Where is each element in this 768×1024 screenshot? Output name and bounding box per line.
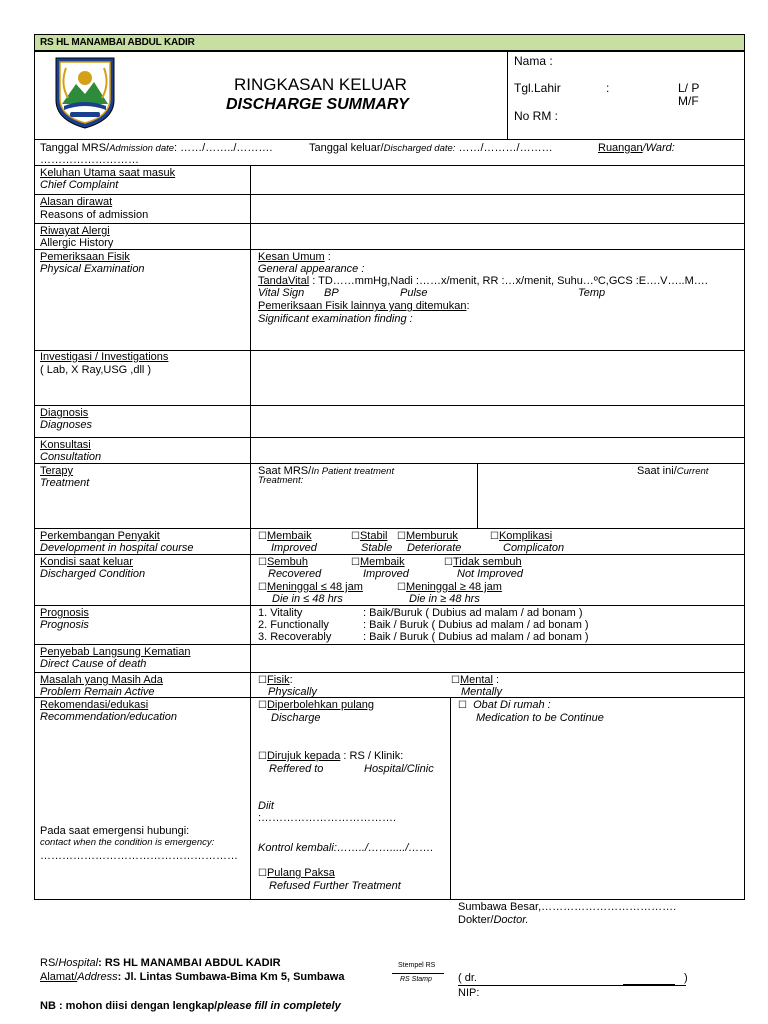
not-improved-label-en: Not Improved <box>457 568 524 580</box>
emergency-contact-label: Pada saat emergensi hubungi: <box>40 825 190 837</box>
condition-label-en: Discharged Condition <box>40 568 146 580</box>
signature-place-date[interactable]: Sumbawa Besar,………………………………. <box>458 901 677 913</box>
diagnosis-label: Diagnosis <box>40 407 89 419</box>
prognosis-recovery-key: 3. Recoverably <box>258 631 332 643</box>
diet-label: Diit <box>258 800 274 812</box>
home-medication-label-en: Medication to be Continue <box>476 712 604 724</box>
other-findings-label-en: Significant examination finding : <box>258 313 413 325</box>
stable-checkbox[interactable]: ☐Stabil <box>351 530 388 542</box>
divider <box>34 51 745 52</box>
treatment-label-en: Treatment <box>40 477 90 489</box>
inpatient-treatment-label: Saat MRS/In Patient treatment <box>258 465 395 477</box>
prognosis-label-en: Prognosis <box>40 619 89 631</box>
reasons-field[interactable] <box>251 195 744 223</box>
signature-underline <box>458 985 686 986</box>
diet-field[interactable]: :………………………………. <box>258 812 397 824</box>
home-medication-checkbox[interactable]: ☐ Obat Di rumah : <box>458 699 551 711</box>
stamp-divider <box>392 973 444 974</box>
improved-checkbox[interactable]: ☐Membaik <box>258 530 312 542</box>
improved-label-en: Improved <box>271 542 317 554</box>
mental-problem-checkbox[interactable]: ☐Mental : <box>451 674 500 686</box>
temp-label: Temp <box>578 287 606 299</box>
ward-field[interactable] <box>598 142 675 154</box>
cause-of-death-label: Penyebab Langsung Kematian <box>40 646 191 658</box>
recommendation-label-en: Recommendation/education <box>40 711 177 723</box>
chief-complaint-label-en: Chief Complaint <box>40 179 119 191</box>
stamp-label-en: RS Stamp <box>400 976 432 983</box>
hospital-name: RS HL MANAMBAI ABDUL KADIR <box>40 37 195 48</box>
discharge-date-field[interactable] <box>309 142 553 154</box>
referred-label-en: Reffered to <box>269 763 324 775</box>
follow-up-field[interactable]: Kontrol kembali:……../……...../……. <box>258 842 434 854</box>
discharge-date-label: Tanggal keluar/ <box>309 142 384 154</box>
admission-date-label-en: Admission date <box>109 143 175 154</box>
forced-discharge-checkbox[interactable]: ☐Pulang Paksa <box>258 867 335 879</box>
not-improved-checkbox[interactable]: ☐Tidak sembuh <box>444 556 522 568</box>
document-title-en: DISCHARGE SUMMARY <box>226 96 409 113</box>
investigations-label: Investigasi / Investigations <box>40 351 169 363</box>
forced-discharge-label-en: Refused Further Treatment <box>269 880 401 892</box>
ward-blank: ……………………… <box>40 154 139 166</box>
treatment-label: Terapy <box>40 465 74 477</box>
deteriorate-label-en: Deteriorate <box>407 542 462 554</box>
diagnosis-label-en: Diagnoses <box>40 419 92 431</box>
mental-problem-label-en: Mentally <box>461 686 502 698</box>
condition-improved-checkbox[interactable]: ☐Membaik <box>351 556 405 568</box>
problems-label-en: Problem Remain Active <box>40 686 155 698</box>
birth-date-colon: : <box>606 81 610 95</box>
admission-date-field[interactable] <box>40 142 272 154</box>
referred-checkbox[interactable]: ☐Dirujuk kepada : RS / Klinik: <box>258 750 404 762</box>
divider <box>450 697 451 899</box>
reasons-label: Alasan dirawat <box>40 196 113 208</box>
bp-label: BP <box>324 287 339 299</box>
footer-address: Alamat/Address: Jl. Lintas Sumbawa-Bima Km 5, Sumbawa <box>40 971 345 983</box>
divider <box>507 51 508 139</box>
ward-label: Ruangan <box>598 142 643 154</box>
discharge-date-label-en: Discharged date: <box>383 143 456 154</box>
consultation-label: Konsultasi <box>40 439 91 451</box>
investigations-label-2: ( Lab, X Ray,USG ,dll ) <box>40 364 152 376</box>
current-treatment-field[interactable] <box>478 486 744 528</box>
prognosis-label: Prognosis <box>40 607 89 619</box>
medical-record-label: No RM : <box>514 109 559 123</box>
divider <box>34 139 745 140</box>
divider <box>744 51 745 899</box>
inpatient-treatment-field[interactable] <box>251 486 477 528</box>
recovered-checkbox[interactable]: ☐Sembuh <box>258 556 308 568</box>
document-title: RINGKASAN KELUAR <box>234 75 407 94</box>
hospital-header-bar <box>34 34 745 51</box>
stable-label-en: Stable <box>361 542 393 554</box>
vital-sign-line[interactable]: TandaVital : TD……mmHg,Nadi :……x/menit, RR :…x/menit, Suhu…ºC,GCS :E….V…..M…. <box>258 275 708 287</box>
prognosis-vitality-value[interactable]: : Baik/Buruk ( Dubius ad malam / ad bonam ) <box>363 607 583 619</box>
ward-label-en: /Ward: <box>642 142 675 154</box>
admission-date-blank: : ……/……../………. <box>174 142 273 154</box>
nip-label: NIP: <box>458 987 480 999</box>
investigations-field[interactable] <box>251 351 744 405</box>
allergy-label-en: Allergic History <box>40 237 114 249</box>
development-label: Perkembangan Penyakit <box>40 530 160 542</box>
sex-label: L/ P <box>678 81 700 95</box>
complication-label-en: Complicaton <box>503 542 565 554</box>
condition-improved-label-en: Improved <box>363 568 409 580</box>
current-treatment-label: Saat ini/Current <box>637 465 709 477</box>
reasons-label-en: Reasons of admission <box>40 209 149 221</box>
inpatient-treatment-label-2: Treatment: <box>258 475 304 486</box>
recommendation-label: Rekomendasi/edukasi <box>40 699 149 711</box>
died-over-48h-label-en: Die in ≥ 48 hrs <box>409 593 480 605</box>
general-appearance-label: Kesan Umum : <box>258 251 331 263</box>
chief-complaint-field[interactable] <box>251 166 744 194</box>
emergency-contact-field[interactable]: ……………………………………………… <box>40 850 238 862</box>
discharge-date-blank: ……/………/……… <box>455 142 553 154</box>
prognosis-function-value[interactable]: : Baik / Buruk ( Dubius ad malam / ad bonam ) <box>363 619 589 631</box>
prognosis-function-key: 2. Functionally <box>258 619 329 631</box>
patient-name-label: Nama : <box>514 54 553 68</box>
recovered-label-en: Recovered <box>268 568 322 580</box>
prognosis-recovery-value[interactable]: : Baik / Buruk ( Dubius ad malam / ad bonam ) <box>363 631 589 643</box>
physical-exam-label: Pemeriksaan Fisik <box>40 251 130 263</box>
emergency-contact-label-en: contact when the condition is emergency: <box>40 837 215 848</box>
physical-problem-label-en: Physically <box>268 686 317 698</box>
cause-of-death-label-en: Direct Cause of death <box>40 658 147 670</box>
footer-hospital: RS/Hospital: RS HL MANAMBAI ABDUL KADIR <box>40 957 281 969</box>
condition-label: Kondisi saat keluar <box>40 556 133 568</box>
complication-checkbox[interactable]: ☐Komplikasi <box>490 530 553 542</box>
hospital-clinic-label-en: Hospital/Clinic <box>364 763 434 775</box>
divider <box>34 51 35 899</box>
doctor-label: Dokter/Doctor. <box>458 914 529 926</box>
prognosis-vitality-key: 1. Vitality <box>258 607 303 619</box>
chief-complaint-label: Keluhan Utama saat masuk <box>40 167 176 179</box>
died-under-48h-label-en: Die in ≤ 48 hrs <box>272 593 343 605</box>
allergy-label: Riwayat Alergi <box>40 225 110 237</box>
consultation-field[interactable] <box>251 438 744 463</box>
allergy-field[interactable] <box>251 224 744 249</box>
stamp-label: Stempel RS <box>398 962 436 969</box>
physical-exam-label-en: Physical Examination <box>40 263 145 275</box>
doctor-name-close: ) <box>684 972 688 984</box>
doctor-name-field[interactable]: ( dr. <box>458 972 477 984</box>
footer-note: NB : mohon diisi dengan lengkap/please fill in completely <box>40 1000 341 1012</box>
discharge-allowed-checkbox[interactable]: ☐Diperbolehkan pulang <box>258 699 374 711</box>
physical-problem-checkbox[interactable]: ☐Fisik: <box>258 674 293 686</box>
problems-label: Masalah yang Masih Ada <box>40 674 163 686</box>
discharge-allowed-label-en: Discharge <box>271 712 321 724</box>
divider <box>250 165 251 899</box>
general-appearance-label-en: General appearance : <box>258 263 365 275</box>
consultation-label-en: Consultation <box>40 451 102 463</box>
development-label-en: Development in hospital course <box>40 542 194 554</box>
hospital-emblem-icon <box>50 54 120 130</box>
vital-sign-label-en: Vital Sign <box>258 287 305 299</box>
deteriorate-checkbox[interactable]: ☐Memburuk <box>397 530 458 542</box>
birth-date-label: Tgl.Lahir <box>514 81 561 95</box>
pulse-label: Pulse <box>400 287 428 299</box>
died-under-48h-checkbox[interactable]: ☐Meninggal ≤ 48 jam <box>258 581 363 593</box>
sex-label-en: M/F <box>678 94 699 108</box>
cause-of-death-field[interactable] <box>251 645 744 672</box>
diagnosis-field[interactable] <box>251 406 744 437</box>
other-findings-label: Pemeriksaan Fisik lainnya yang ditemukan: <box>258 300 470 312</box>
admission-date-label: Tanggal MRS/ <box>40 142 110 154</box>
died-over-48h-checkbox[interactable]: ☐Meninggal ≥ 48 jam <box>397 581 502 593</box>
